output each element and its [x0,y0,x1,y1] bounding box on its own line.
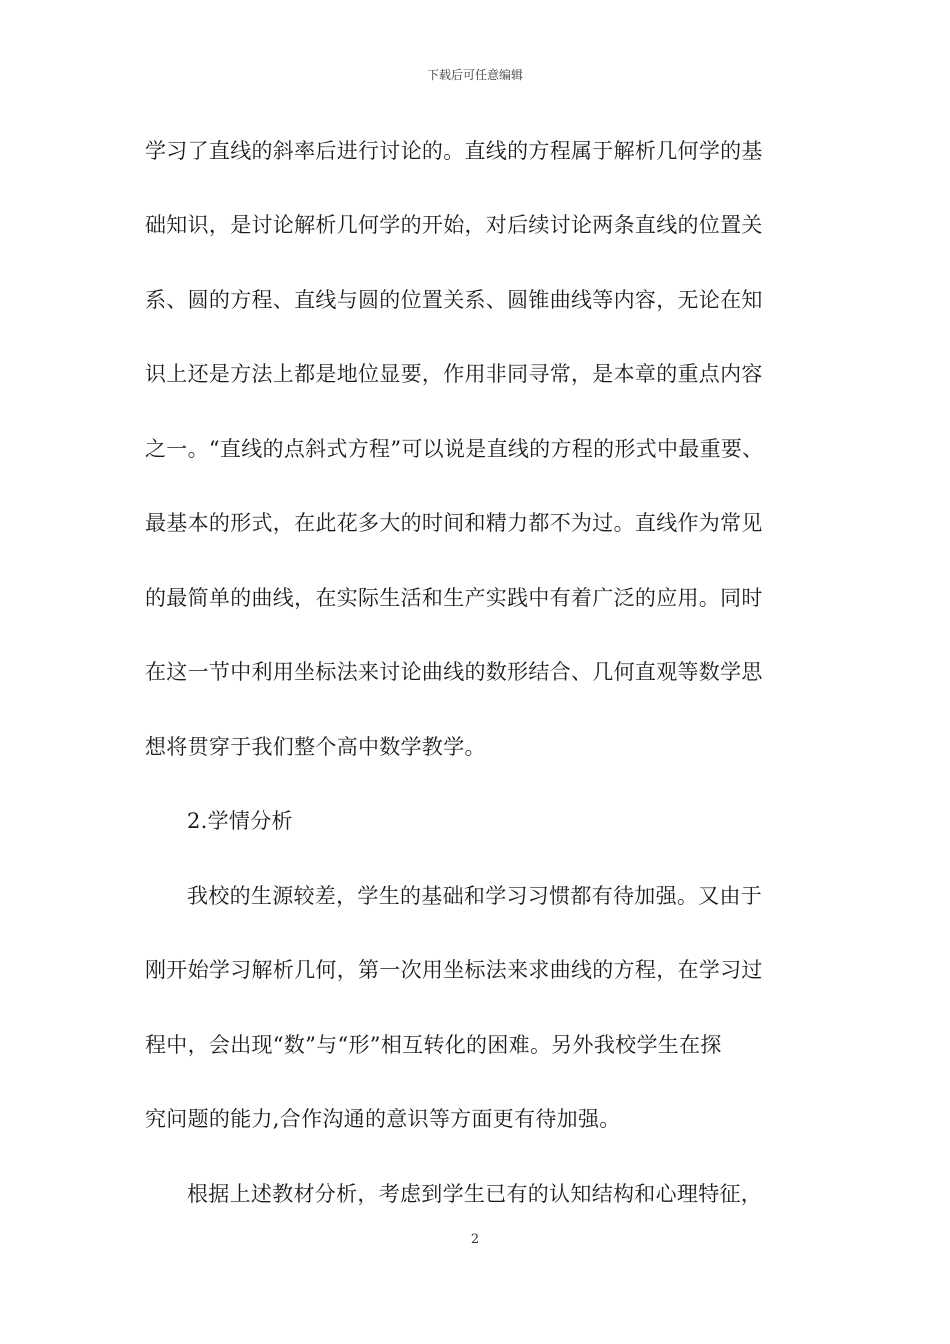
body-line: 的最简单的曲线，在实际生活和生产实践中有着广泛的应用。同时 [145,586,763,610]
body-line: 究问题的能力,合作沟通的意识等方面更有待加强。 [145,1107,621,1131]
body-line: 之一。“直线的点斜式方程”可以说是直线的方程的形式中最重要、 [145,437,764,461]
body-line: 程中，会出现“数”与“形”相互转化的困难。另外我校学生在探 [145,1033,722,1057]
body-line: 根据上述教材分析，考虑到学生已有的认知结构和心理特征， [187,1182,763,1206]
body-line: 最基本的形式，在此花多大的时间和精力都不为过。直线作为常见 [145,511,763,535]
page-number: 2 [470,1232,480,1247]
section-heading: 2.学情分析 [187,809,293,833]
body-line: 系、圆的方程、直线与圆的位置关系、圆锥曲线等内容，无论在知 [145,288,763,312]
body-line: 学习了直线的斜率后进行讨论的。直线的方程属于解析几何学的基 [145,139,763,163]
page-header: 下载后可任意编辑 [426,68,523,82]
body-line: 想将贯穿于我们整个高中数学教学。 [145,735,486,759]
body-line: 识上还是方法上都是地位显要，作用非同寻常，是本章的重点内容 [145,362,763,386]
body-line: 刚开始学习解析几何，第一次用坐标法来求曲线的方程，在学习过 [145,958,763,982]
body-line: 在这一节中利用坐标法来讨论曲线的数形结合、几何直观等数学思 [145,660,763,684]
body-line: 础知识，是讨论解析几何学的开始，对后续讨论两条直线的位置关 [145,213,763,237]
body-line: 我校的生源较差，学生的基础和学习习惯都有待加强。又由于 [187,884,763,908]
